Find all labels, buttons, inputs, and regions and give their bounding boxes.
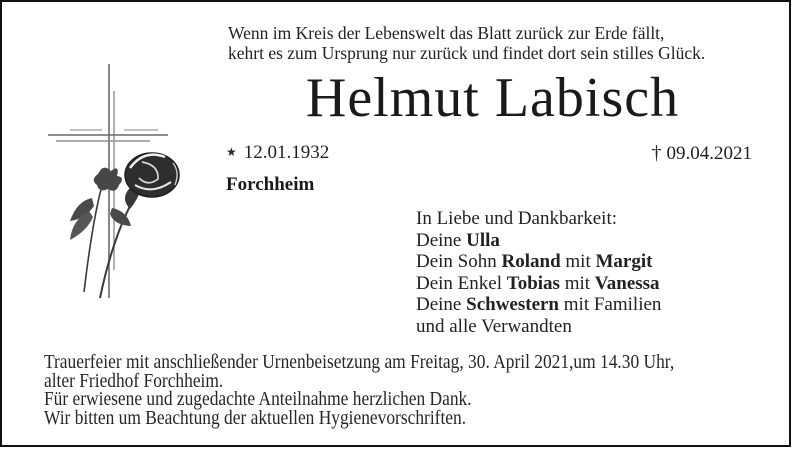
death-date-row: [652, 142, 753, 165]
family-name: Ulla: [466, 229, 500, 251]
rose-icon: [70, 153, 179, 298]
deceased-name: Helmut Labisch: [305, 67, 680, 129]
place-of-residence: Forchheim: [226, 174, 315, 195]
family-intro: [416, 208, 661, 230]
family-name: Vanessa: [594, 272, 660, 294]
family-name: Roland: [501, 251, 561, 272]
family-text: Deine: [416, 294, 467, 315]
birth-star-icon: ★: [226, 145, 237, 159]
funeral-info-line-4: Wir bitten um Beachtung der aktuellen Hygienevorschriften.: [44, 406, 467, 429]
death-cross-icon: †: [651, 142, 662, 164]
family-text: Deine: [416, 229, 467, 251]
quote-line-1: Wenn im Kreis der Lebenswelt das Blatt zurück zur Erde fällt,: [228, 23, 665, 43]
family-text: mit: [559, 272, 595, 294]
birth-date: 12.01.1932: [243, 142, 330, 163]
funeral-info: [44, 353, 784, 427]
family-line: [416, 251, 661, 273]
family-text: Dein Enkel: [416, 272, 507, 294]
family-line: [416, 273, 661, 295]
family-line: [416, 294, 661, 316]
family-list: [416, 208, 661, 337]
family-text: mit Familien: [559, 294, 662, 315]
funeral-info-line-1: Trauerfeier mit anschließender Urnenbeisetzung am Freitag, 30. April 2021,um 14.30 Uhr,: [44, 351, 675, 373]
family-text: In Liebe und Dankbarkeit:: [416, 208, 618, 229]
funeral-info-line-2: alter Friedhof Forchheim.: [44, 369, 224, 392]
funeral-info-line-3: Für erwiesene und zugedachte Anteilnahme herzlichen Dank.: [44, 388, 472, 410]
memorial-quote: [228, 23, 705, 63]
family-text: und alle Verwandten: [416, 315, 572, 337]
family-name: Schwestern: [466, 294, 560, 315]
quote-line-2: kehrt es zum Ursprung nur zurück und findet dort sein stilles Glück.: [228, 43, 706, 63]
cross-and-rose-illustration: [40, 58, 190, 313]
birth-date-row: [226, 142, 329, 164]
family-name: Tobias: [506, 272, 560, 294]
family-text: Dein Sohn: [416, 251, 502, 272]
family-name: Margit: [595, 251, 653, 272]
family-line: [416, 230, 661, 252]
family-line: [416, 316, 661, 338]
family-text: mit: [560, 251, 596, 272]
death-date: 09.04.2021: [666, 143, 752, 164]
